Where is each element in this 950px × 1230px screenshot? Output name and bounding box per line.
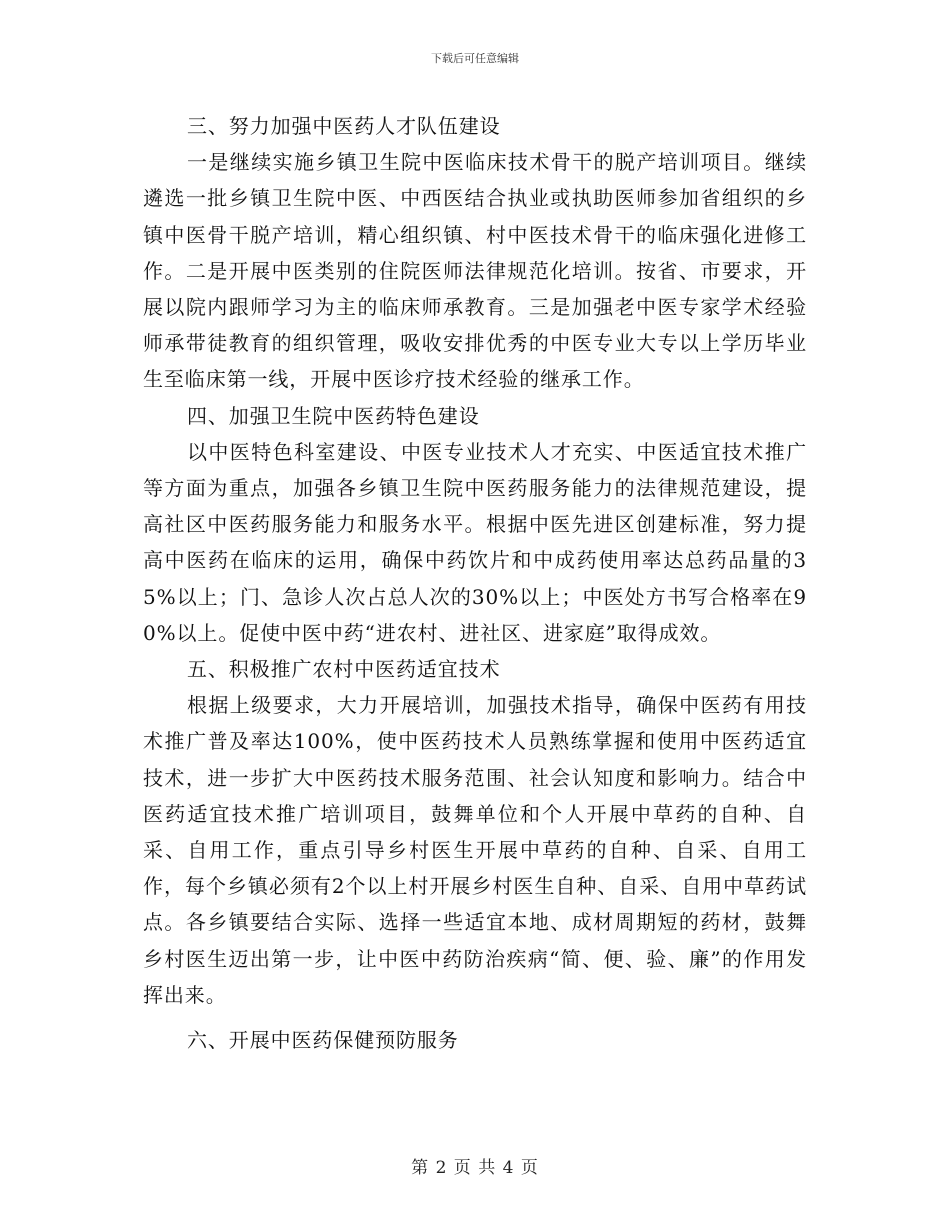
page-number-footer: 第 2 页 共 4 页: [411, 1158, 539, 1178]
section-heading-6: 六、开展中医药保健预防服务: [187, 1028, 459, 1053]
section-body-5: 根据上级要求，大力开展培训，加强技术指导，确保中医药有用技术推广普及率达100%，使中医药技术人员熟练掌握和使用中医药适宜技术，进一步扩大中医药技术服务范围、社会认知度和影响力。结合中医药适宜技术推广培训项目，鼓舞单位和个人开展中草药的自种、自采、自用工作，重点引导乡村医生开展中草药的自种、自采、自用工作，每个乡镇必须有2个以上村开展乡村医生自种、自采、自用中草药试点。各乡镇要结合实际、选择一些适宜本地、成材周期短的药材，鼓舞乡村医生迈出第一步，让中医中药防治疾病“简、便、验、廉”的作用发挥出来。: [143, 693, 807, 1007]
section-body-4: 以中医特色科室建设、中医专业技术人才充实、中医适宜技术推广等方面为重点，加强各乡镇卫生院中医药服务能力的法律规范建设，提高社区中医药服务能力和服务水平。根据中医先进区创建标准，努力提高中医药在临床的运用，确保中药饮片和中成药使用率达总药品量的35%以上；门、急诊人次占总人次的30%以上；中医处方书写合格率在90%以上。促使中医中药“进农村、进社区、进家庭”取得成效。: [143, 439, 807, 645]
section-body-3: 一是继续实施乡镇卫生院中医临床技术骨干的脱产培训项目。继续遴选一批乡镇卫生院中医、中西医结合执业或执助医师参加省组织的乡镇中医骨干脱产培训，精心组织镇、村中医技术骨干的临床强化进修工作。二是开展中医类别的住院医师法律规范化培训。按省、市要求，开展以院内跟师学习为主的临床师承教育。三是加强老中医专家学术经验师承带徒教育的组织管理，吸收安排优秀的中医专业大专以上学历毕业生至临床第一线，开展中医诊疗技术经验的继承工作。: [143, 150, 807, 392]
page-header: 下载后可任意编辑: [431, 52, 519, 65]
section-heading-4: 四、加强卫生院中医药特色建设: [187, 403, 480, 428]
document-body: [143, 108, 807, 1058]
section-heading-5: 五、积极推广农村中医药适宜技术: [187, 657, 501, 682]
section-heading-3: 三、努力加强中医药人才队伍建设: [187, 114, 501, 138]
